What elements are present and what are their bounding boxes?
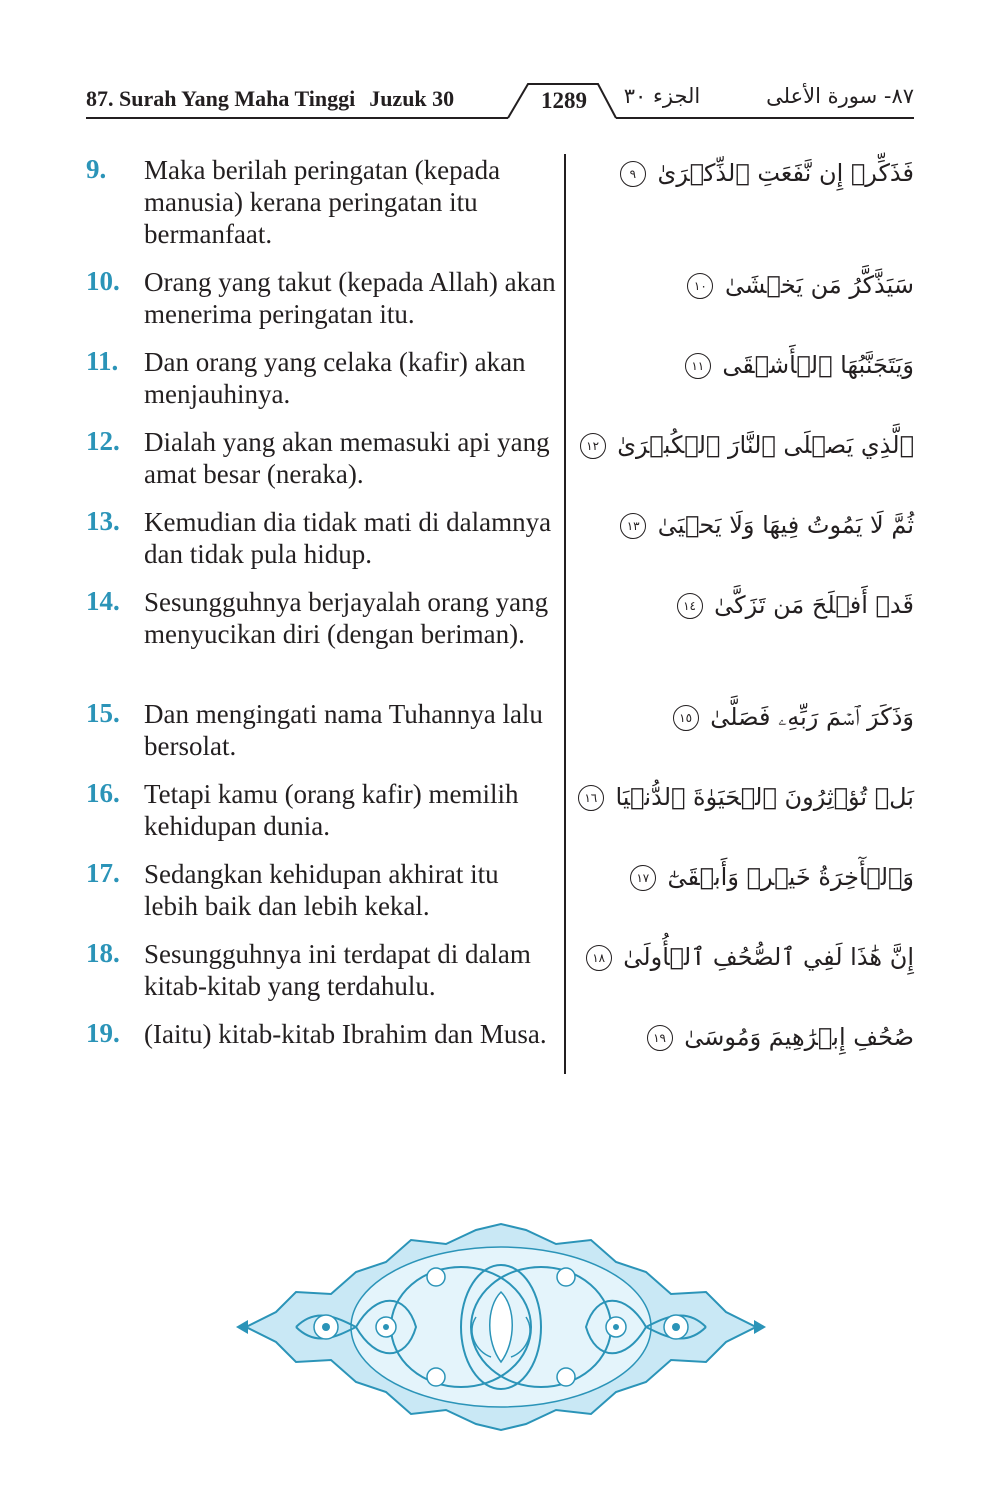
verse-translation: Kemudian dia tidak mati di dalamnya dan tidak pula hidup.	[144, 507, 552, 569]
arabic-text: وَذَكَرَ ٱسۡمَ رَبِّهِۦ فَصَلَّىٰ	[710, 703, 914, 731]
verse-number: 13.	[86, 506, 120, 536]
juz-label: Juzuk 30	[369, 86, 455, 111]
ayah-marker-icon: ١٣	[620, 513, 646, 539]
verse-translation: Sedangkan kehidupan akhirat itu lebih baik dan lebih kekal.	[144, 859, 499, 921]
decorative-ornament-icon	[236, 1222, 766, 1432]
verse-number: 17.	[86, 858, 120, 888]
ayah-marker-icon: ١٠	[687, 273, 713, 299]
arabic-text: وَٱلۡأٓخِرَةُ خَيۡرٞ وَأَبۡقَىٰٓ	[667, 863, 914, 891]
verse-number: 18.	[86, 938, 120, 968]
verse-translation: Orang yang takut (kepada Allah) akan menerima peringatan itu.	[144, 267, 556, 329]
ayah-marker-icon: ٩	[620, 161, 646, 187]
verse-number: 9.	[86, 154, 107, 184]
column-divider	[564, 154, 566, 1074]
verse-translation: Dialah yang akan memasuki api yang amat besar (neraka).	[144, 427, 550, 489]
ayah-marker-icon: ١٩	[647, 1025, 673, 1051]
arabic-text: صُحُفِ إِبۡرَٰهِيمَ وَمُوسَىٰ	[684, 1023, 914, 1051]
verse-number: 10.	[86, 266, 120, 296]
verse-arabic	[594, 588, 914, 622]
arabic-text: قَدۡ أَفۡلَحَ مَن تَزَكَّىٰ	[714, 591, 914, 619]
ayah-marker-icon: ١٥	[673, 705, 699, 731]
verse-translation: Dan orang yang celaka (kafir) akan menjauhinya.	[144, 347, 526, 409]
verse-number: 11.	[86, 346, 119, 376]
ayah-marker-icon: ١٨	[586, 945, 612, 971]
verse-number: 14.	[86, 586, 120, 616]
ayah-marker-icon: ١٢	[580, 433, 606, 459]
ayah-marker-icon: ١٤	[677, 593, 703, 619]
verse-arabic	[586, 428, 914, 462]
arabic-text: وَيَتَجَنَّبُهَا ٱلۡأَشۡقَى	[722, 351, 914, 379]
arabic-text: سَيَذَّكَّرُ مَن يَخۡشَىٰ	[725, 271, 914, 299]
verse-number: 19.	[86, 1018, 120, 1048]
arabic-text: ثُمَّ لَا يَمُوتُ فِيهَا وَلَا يَحۡيَىٰ	[657, 511, 914, 539]
verse-translation: (Iaitu) kitab-kitab Ibrahim dan Musa.	[144, 1019, 547, 1049]
verse-arabic	[584, 780, 914, 814]
arabic-text: ٱلَّذِي يَصۡلَى ٱلنَّارَ ٱلۡكُبۡرَىٰ	[617, 431, 914, 459]
arabic-text: بَلۡ تُؤۡثِرُونَ ٱلۡحَيَوٰةَ ٱلدُّنۡيَا	[615, 783, 914, 811]
verse-translation: Tetapi kamu (orang kafir) memilih kehidupan dunia.	[144, 779, 519, 841]
verse-number: 16.	[86, 778, 120, 808]
verse-arabic	[594, 1020, 914, 1054]
page-number: 1289	[541, 88, 587, 113]
verse-translation: Maka berilah peringatan (kepada manusia) kerana peringatan itu bermanfaat.	[144, 155, 501, 249]
verse-number: 12.	[86, 426, 120, 456]
verse-translation: Dan mengingati nama Tuhannya lalu bersolat.	[144, 699, 543, 761]
verse-arabic	[594, 700, 914, 734]
verse-arabic	[594, 940, 914, 974]
ayah-marker-icon: ١٦	[578, 785, 604, 811]
surah-title: 87. Surah Yang Maha Tinggi	[86, 86, 356, 111]
verse-translation: Sesungguhnya ini terdapat di dalam kitab-kitab yang terdahulu.	[144, 939, 531, 1001]
page-header	[0, 0, 1000, 130]
surah-arabic: ٨٧- سورة الأعلى	[766, 84, 914, 108]
verse-number: 15.	[86, 698, 120, 728]
verse-translation: Sesungguhnya berjayalah orang yang menyucikan diri (dengan beriman).	[144, 587, 549, 649]
verse-arabic	[594, 508, 914, 542]
verse-arabic	[594, 156, 914, 190]
ayah-marker-icon: ١٧	[630, 865, 656, 891]
arabic-text: فَذَكِّرۡ إِن نَّفَعَتِ ٱلذِّكۡرَىٰ	[657, 159, 914, 187]
verse-arabic	[594, 348, 914, 382]
verse-arabic	[594, 860, 914, 894]
juz-arabic: الجزء ٣٠	[623, 84, 701, 108]
verse-arabic	[594, 268, 914, 302]
ayah-marker-icon: ١١	[685, 353, 711, 379]
header-title	[86, 86, 454, 112]
arabic-text: إِنَّ هَٰذَا لَفِي ٱلصُّحُفِ ٱلۡأُولَىٰ	[623, 943, 914, 971]
